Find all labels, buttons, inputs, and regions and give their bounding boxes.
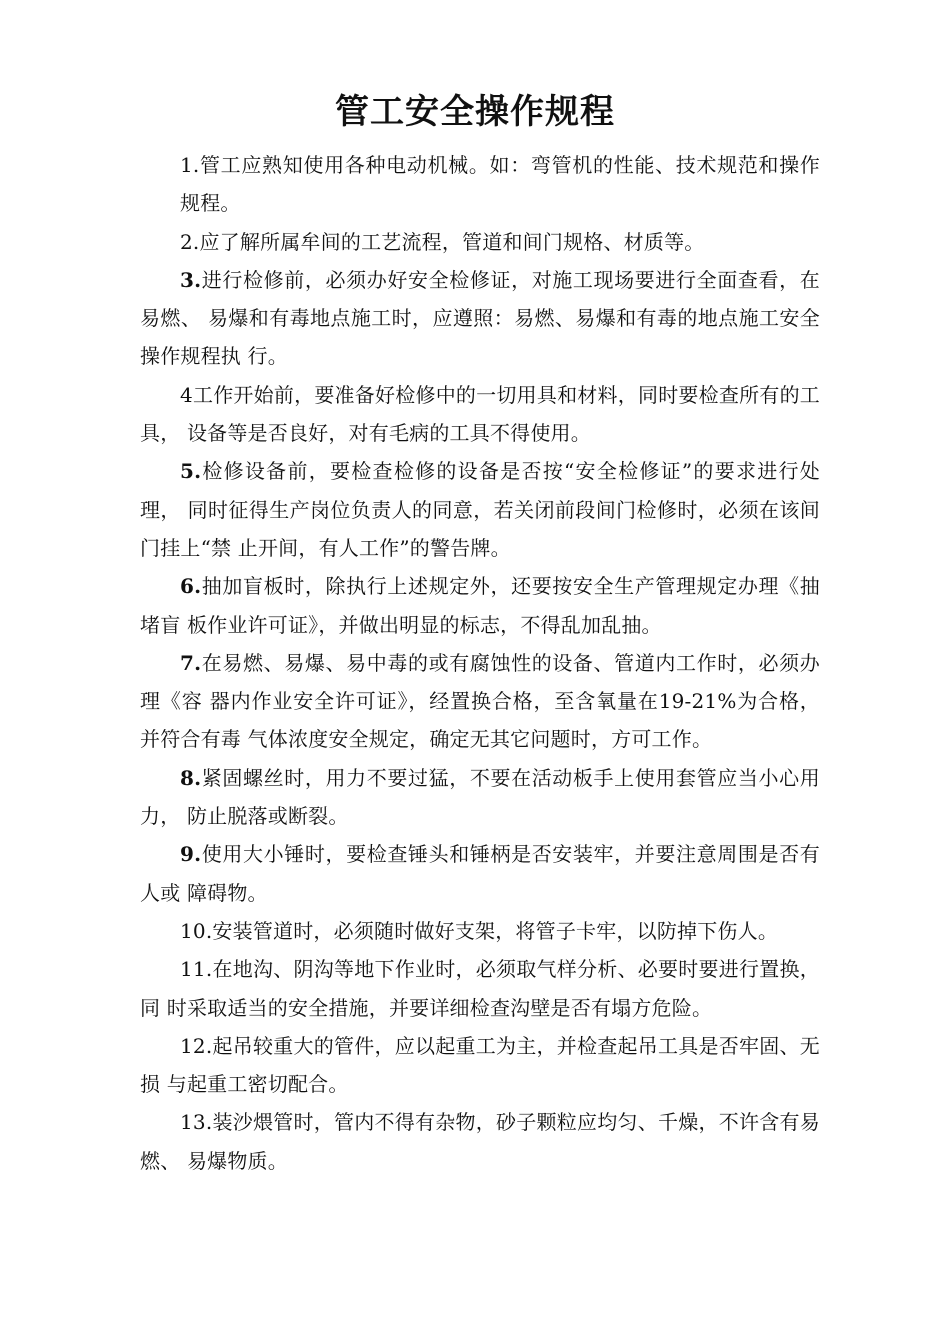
rule-text: 检修设备前，要检查检修的设备是否按“安全检修证”的要求进行处理， 同时征得生产岗位负责人的同意，若关闭前段间门检修时，必须在该间门挂上“禁 止开间，有人工作”的警告牌。 bbox=[140, 459, 820, 560]
rule-paragraph-5 bbox=[140, 452, 820, 567]
rule-paragraph-8 bbox=[140, 759, 820, 836]
rule-number: 8. bbox=[180, 765, 202, 790]
document-title: 管工安全操作规程 bbox=[335, 92, 615, 132]
rule-number: 1. bbox=[180, 153, 200, 177]
rule-text: 在易燃、易爆、易中毒的或有腐蚀性的设备、管道内工作时，必须办理《容 器内作业安全许可证》，经置换合格，至含氧量在19-21%为合格，并符合有毒 气体浓度安全规定，确定无其它问题时，方可工作。 bbox=[140, 650, 820, 752]
rule-text: 工作开始前，要准备好检修中的一切用具和材料，同时要检查所有的工具， 设备等是否良好，对有毛病的工具不得使用。 bbox=[140, 382, 820, 446]
rule-text: 装沙煨管时，管内不得有杂物，砂子颗粒应均匀、千燥，不许含有易燃、 易爆物质。 bbox=[140, 1110, 820, 1173]
rule-paragraph-6 bbox=[140, 567, 820, 644]
rule-text: 起吊较重大的管件，应以起重工为主，并检查起吊工具是否牢固、无损 与起重工密切配合。 bbox=[140, 1033, 820, 1097]
rule-paragraph-11 bbox=[140, 950, 820, 1027]
rule-paragraph-1 bbox=[140, 146, 820, 223]
rule-paragraph-10 bbox=[140, 912, 820, 950]
rule-text: 使用大小锤时，要检查锤头和锤柄是否安装牢，并要注意周围是否有人或 障碍物。 bbox=[140, 842, 820, 905]
rule-text: 安装管道时，必须随时做好支架，将管子卡牢，以防掉下伤人。 bbox=[212, 918, 779, 943]
rule-paragraph-13 bbox=[140, 1103, 820, 1180]
rule-number: 6. bbox=[180, 574, 202, 599]
rule-paragraph-2 bbox=[140, 223, 820, 261]
rule-number: 10. bbox=[180, 918, 213, 943]
rule-paragraph-9 bbox=[140, 835, 820, 912]
rule-number: 7. bbox=[180, 650, 202, 675]
rule-text: 在地沟、阴沟等地下作业时，必须取气样分析、必要时要进行置换，同 时采取适当的安全措施，并要详细检查沟壁是否有塌方危险。 bbox=[140, 957, 820, 1020]
rule-text: 抽加盲板时，除执行上述规定外，还要按安全生产管理规定办理《抽堵盲 板作业许可证》，并做出明显的标志，不得乱加乱抽。 bbox=[140, 574, 820, 637]
rule-number: 12. bbox=[180, 1033, 213, 1058]
rule-text: 管工应熟知使用各种电动机械。如：弯管机的性能、技术规范和操作规程。 bbox=[180, 153, 820, 216]
rule-number: 4 bbox=[180, 382, 193, 407]
rule-number: 5. bbox=[180, 459, 202, 484]
document-body bbox=[140, 146, 820, 1180]
rule-number: 11. bbox=[180, 957, 213, 982]
rule-number: 2. bbox=[180, 229, 200, 254]
rule-number: 3. bbox=[180, 267, 202, 292]
rule-number: 13. bbox=[180, 1110, 213, 1135]
rule-paragraph-12 bbox=[140, 1027, 820, 1104]
rule-text: 应了解所属牟间的工艺流程，管道和间门规格、材质等。 bbox=[199, 229, 705, 254]
rule-paragraph-7 bbox=[140, 644, 820, 759]
rule-number: 9. bbox=[180, 842, 202, 867]
rule-text: 进行检修前，必须办好安全检修证，对施工现场要进行全面查看，在易燃、 易爆和有毒地点施工时，应遵照：易燃、易爆和有毒的地点施工安全操作规程执 行。 bbox=[140, 267, 820, 369]
rule-paragraph-3 bbox=[140, 261, 820, 376]
rule-paragraph-4 bbox=[140, 376, 820, 453]
rule-text: 紧固螺丝时，用力不要过猛，不要在活动板手上使用套管应当小心用力， 防止脱落或断裂。 bbox=[140, 765, 820, 829]
